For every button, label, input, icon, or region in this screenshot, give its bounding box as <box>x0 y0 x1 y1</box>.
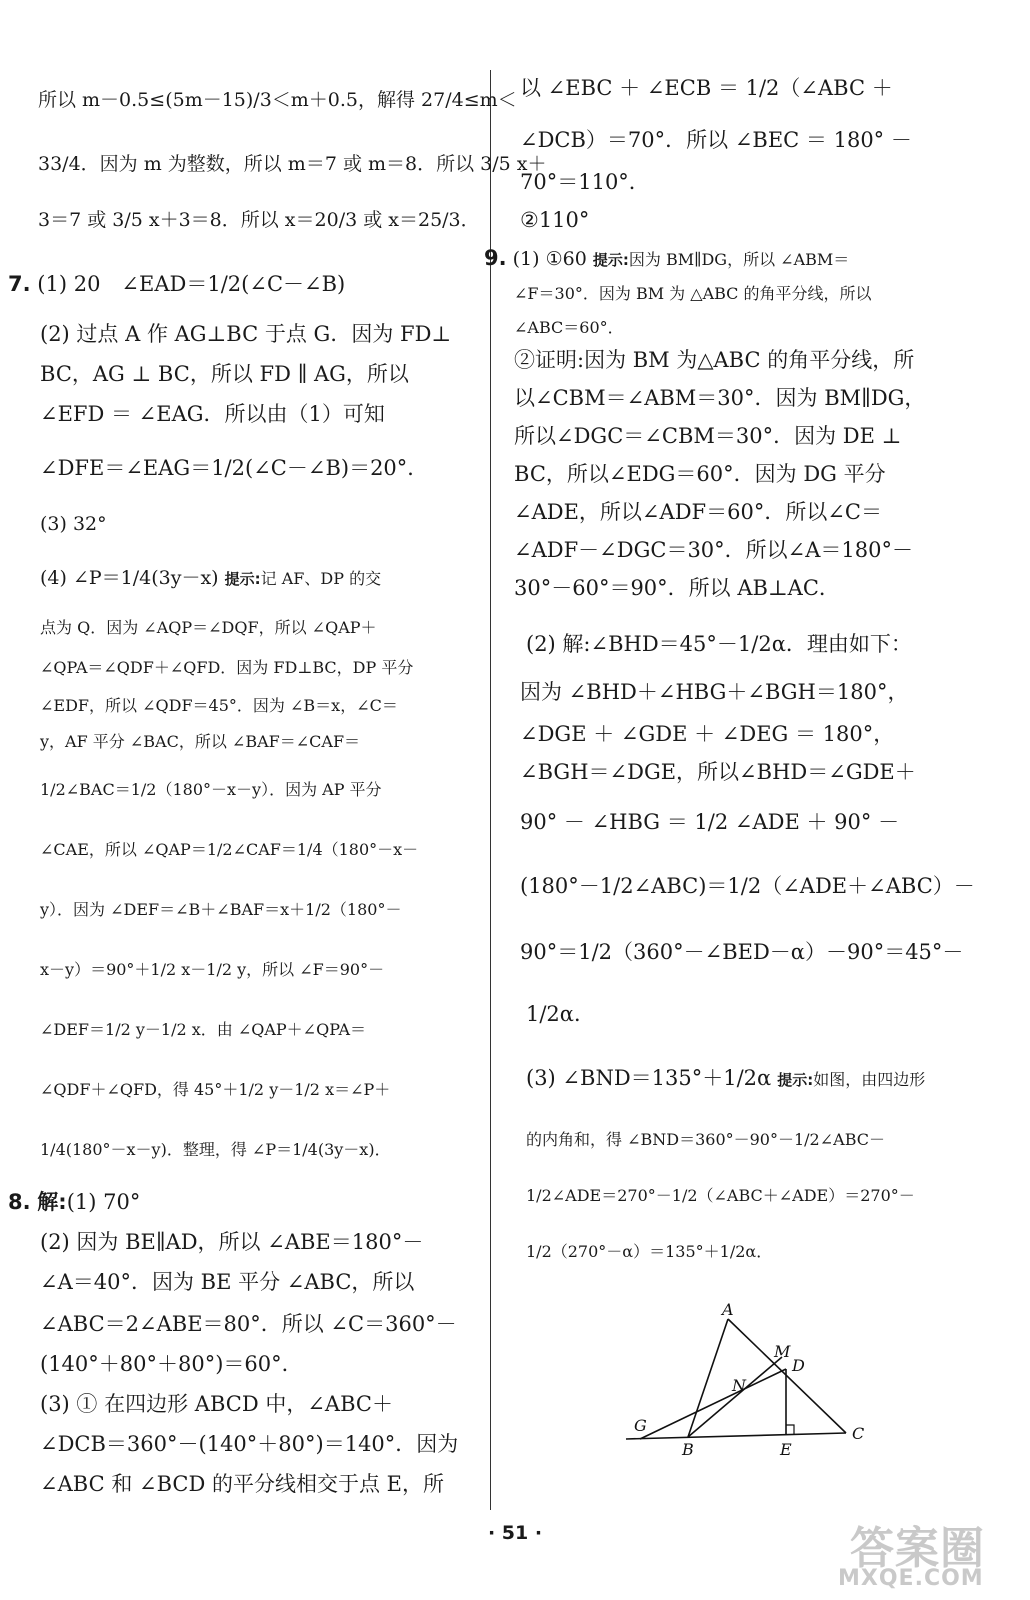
text-line: 以∠CBM＝∠ABM＝30°．因为 BM∥DG， <box>514 386 926 410</box>
text-line: (2) 因为 BE∥AD，所以 ∠ABE＝180°－ <box>40 1230 424 1254</box>
text-line: ∠ABC＝2∠ABE＝80°．所以 ∠C＝360°－ <box>40 1312 457 1336</box>
text-line: 90°＝1/2（360°－∠BED－α）－90°＝45°－ <box>520 940 964 964</box>
text-line: 1/2（270°－α）＝135°＋1/2α． <box>526 1242 773 1261</box>
text-line: ∠EDF，所以 ∠QDF＝45°．因为 ∠B＝x，∠C＝ <box>40 696 398 715</box>
label-b: B <box>682 1440 694 1459</box>
base-line-gc <box>626 1433 846 1439</box>
answer-part: (4) ∠P＝1/4(3y－x) <box>40 567 219 589</box>
geometry-figure <box>620 1295 900 1469</box>
text-line: BC，所以∠EDG＝60°．因为 DG 平分 <box>514 462 886 486</box>
text-line: 33/4．因为 m 为整数，所以 m＝7 或 m＝8．所以 3/5 x＋ <box>38 153 547 175</box>
question-7-line <box>8 272 345 296</box>
label-g: G <box>634 1416 647 1435</box>
text-line: y）．因为 ∠DEF＝∠B＋∠BAF＝x＋1/2（180°－ <box>40 900 402 919</box>
text-line: x－y）＝90°＋1/2 x－1/2 y，所以 ∠F＝90°－ <box>40 960 385 979</box>
text-line: ∠EFD ＝ ∠EAG．所以由（1）可知 <box>40 402 385 426</box>
text-line: BC，AG ⊥ BC，所以 FD ∥ AG，所以 <box>40 362 409 386</box>
answer-part: (1) 20 ∠EAD＝1/2(∠C－∠B) <box>37 272 346 296</box>
column-divider <box>490 70 491 1510</box>
text-line: 1/2∠BAC＝1/2（180°－x－y）．因为 AP 平分 <box>40 780 382 799</box>
watermark-logo: 答案圈 <box>850 1523 985 1574</box>
label-a: A <box>722 1300 734 1319</box>
text-line: 1/2∠ADE＝270°－1/2（∠ABC＋∠ADE）＝270°－ <box>526 1186 915 1205</box>
text-line: 3＝7 或 3/5 x＋3＝8．所以 x＝20/3 或 x＝25/3． <box>38 209 480 231</box>
text-line: y，AF 平分 ∠BAC，所以 ∠BAF＝∠CAF＝ <box>40 732 361 751</box>
text-line: ∠BGH＝∠DGE，所以∠BHD＝∠GDE＋ <box>520 760 916 784</box>
text-line: 1/2α． <box>526 1002 595 1026</box>
watermark-url: MXQE.COM <box>838 1566 984 1591</box>
text-line: 所以∠DGC＝∠CBM＝30°．因为 DE ⊥ <box>514 424 902 448</box>
text-line: 90° － ∠HBG ＝ 1/2 ∠ADE ＋ 90° － <box>520 810 900 834</box>
question-9-line <box>484 246 849 272</box>
question-8-line <box>8 1190 140 1214</box>
text-line: ②110° <box>520 208 590 232</box>
text-line: 所以 m－0.5≤(5m－15)/3＜m＋0.5，解得 27/4≤m＜ <box>38 89 517 111</box>
page-number: · 51 · <box>487 1522 543 1544</box>
solution-label: 解: <box>37 1190 67 1214</box>
question-number: 7. <box>8 272 31 296</box>
text-line: ∠CAE，所以 ∠QAP＝1/2∠CAF＝1/4（180°－x－ <box>40 840 419 859</box>
text-line: 1/4(180°－x－y)．整理，得 ∠P＝1/4(3y－x)． <box>40 1140 391 1159</box>
answer-part: (1) 70° <box>66 1190 141 1214</box>
tip-label: 提示: <box>777 1071 814 1089</box>
text-line: (140°＋80°＋80°)＝60°． <box>40 1352 303 1376</box>
tip-text: 如图，由四边形 <box>813 1070 926 1089</box>
text-line: ∠DEF＝1/2 y－1/2 x．由 ∠QAP＋∠QPA＝ <box>40 1020 367 1039</box>
text-line: 70°＝110°． <box>520 170 650 194</box>
text-line: ∠DCB＝360°－(140°＋80°)＝140°．因为 <box>40 1432 459 1456</box>
text-line: (2) 过点 A 作 AG⊥BC 于点 G．因为 FD⊥ <box>40 322 452 346</box>
label-d: D <box>792 1356 805 1375</box>
text-line: ∠A＝40°．因为 BE 平分 ∠ABC，所以 <box>40 1270 415 1294</box>
triangle-diagram <box>620 1295 900 1465</box>
text-line: ∠DFE＝∠EAG＝1/2(∠C－∠B)＝20°． <box>40 456 429 480</box>
label-n: N <box>732 1376 746 1395</box>
text-line: ∠DCB）＝70°．所以 ∠BEC ＝ 180° － <box>520 128 912 152</box>
text-line: 因为 ∠BHD＋∠HBG＋∠BGH＝180°， <box>520 680 909 704</box>
line-gd <box>640 1369 786 1439</box>
question-number: 8. <box>8 1190 31 1214</box>
label-e: E <box>780 1440 792 1459</box>
answer-part: (1) ①60 <box>512 248 587 270</box>
text-line: ∠ADE，所以∠ADF＝60°．所以∠C＝ <box>514 500 882 524</box>
answer-part: (3) ∠BND＝135°＋1/2α <box>526 1066 772 1090</box>
question-number: 9. <box>484 246 507 270</box>
tip-label: 提示: <box>592 251 629 269</box>
text-line: (180°－1/2∠ABC)＝1/2（∠ADE＋∠ABC）－ <box>520 874 975 898</box>
text-line: ∠QPA＝∠QDF＋∠QFD．因为 FD⊥BC，DP 平分 <box>40 658 414 677</box>
text-line: ∠ABC＝60°． <box>514 318 624 337</box>
text-line: (3) 32° <box>40 513 107 535</box>
q7-part4-line <box>40 566 381 591</box>
text-line: ∠DGE ＋ ∠GDE ＋ ∠DEG ＝ 180°， <box>520 722 895 746</box>
text-line: 30°－60°＝90°．所以 AB⊥AC． <box>514 576 840 600</box>
tip-label: 提示: <box>224 570 261 588</box>
text-line: ∠ABC 和 ∠BCD 的平分线相交于点 E，所 <box>40 1472 445 1496</box>
tip-text: 因为 BM∥DG，所以 ∠ABM＝ <box>628 250 850 269</box>
text-line: 点为 Q．因为 ∠AQP＝∠DQF，所以 ∠QAP＋ <box>40 618 377 637</box>
text-line: (2) 解:∠BHD＝45°－1/2α．理由如下： <box>526 632 912 656</box>
q9-part3-line <box>526 1066 925 1092</box>
text-line: ∠F＝30°．因为 BM 为 △ABC 的角平分线，所以 <box>514 284 872 303</box>
text-line: ∠ADF－∠DGC＝30°．所以∠A＝180°－ <box>514 538 914 562</box>
text-line: 以 ∠EBC ＋ ∠ECB ＝ 1/2（∠ABC ＋ <box>520 76 893 100</box>
label-m: M <box>774 1342 791 1361</box>
text-line: ②证明:因为 BM 为△ABC 的角平分线，所 <box>514 348 915 372</box>
text-line: 的内角和，得 ∠BND＝360°－90°－1/2∠ABC－ <box>526 1130 885 1149</box>
text-line: (3) ① 在四边形 ABCD 中，∠ABC＋ <box>40 1392 393 1416</box>
right-angle-mark <box>786 1425 794 1435</box>
tip-text: 记 AF、DP 的交 <box>260 569 382 588</box>
label-c: C <box>852 1424 865 1443</box>
text-line: ∠QDF＋∠QFD，得 45°＋1/2 y－1/2 x＝∠P＋ <box>40 1080 391 1099</box>
